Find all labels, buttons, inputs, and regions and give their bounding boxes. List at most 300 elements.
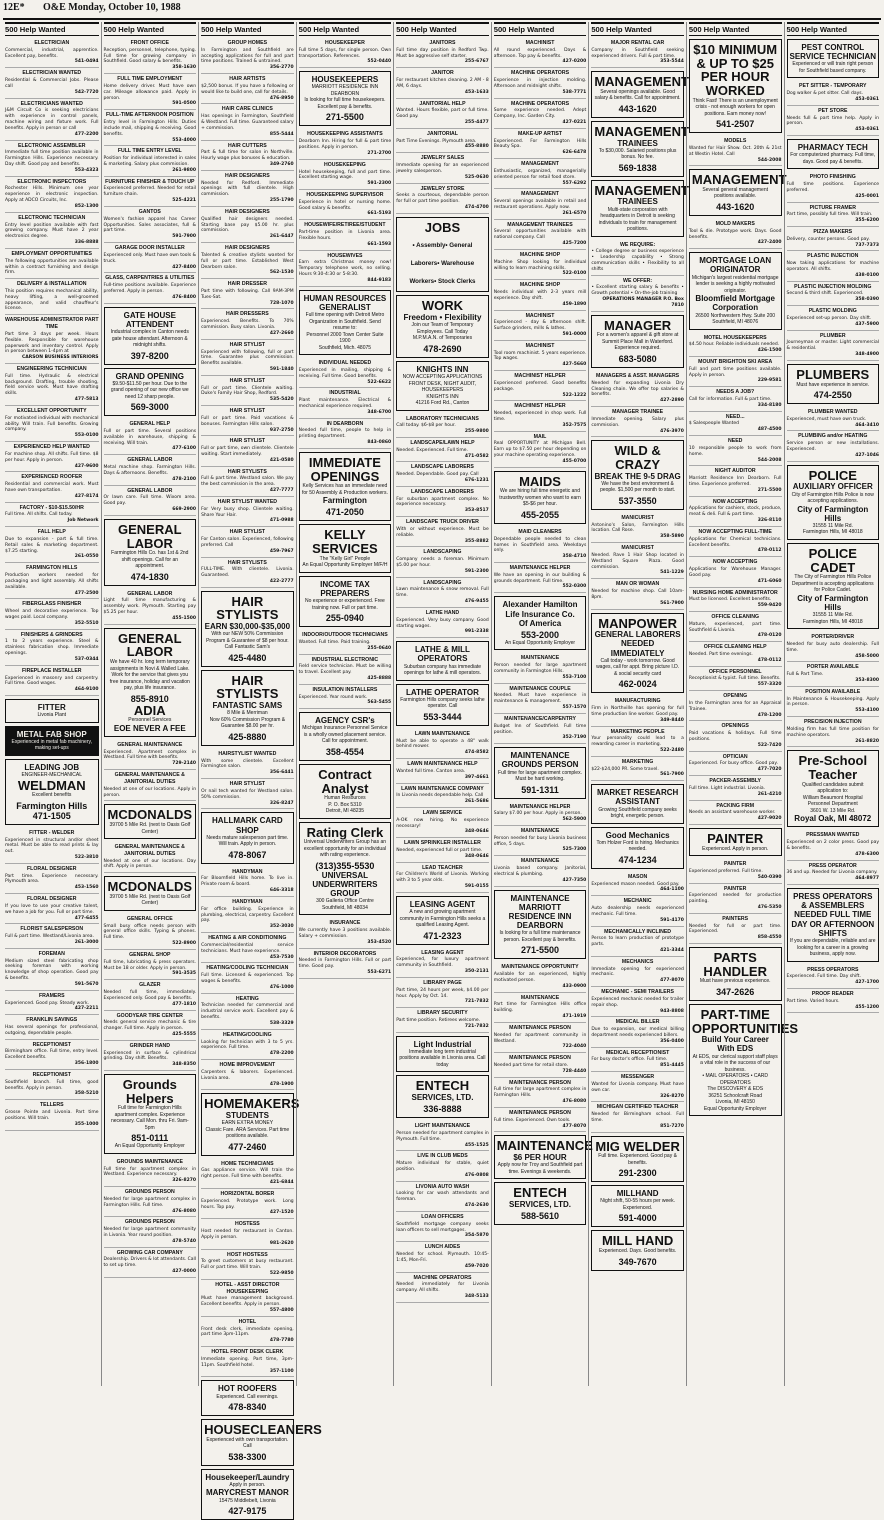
display-ad-line: Excellent benefits <box>32 792 72 799</box>
ad-title: HAIR STYLIST WANTED <box>217 499 278 505</box>
display-ad-line: Housekeeper/Laundry <box>205 1472 290 1482</box>
ad-body: Needed, experienced full or part time. <box>396 847 483 853</box>
ad-body: Experienced set-up person. Day shift. <box>786 315 872 321</box>
ad-phone: 421-0580 <box>269 457 294 463</box>
ad-phone: 557-4800 <box>269 1308 294 1314</box>
display-ad-line: • Stock Clerks <box>434 278 476 286</box>
display-ad-line: 462-0024 <box>618 679 657 690</box>
ad-phone: 561-7900 <box>660 772 684 778</box>
display-ad <box>5 759 99 825</box>
ad-body: Plant maintenance. Electrical & mechanical experience required. <box>298 398 392 409</box>
classified-ad <box>5 666 99 696</box>
display-ad-line: 3601 W. 13 Mile Rd. <box>810 807 856 814</box>
display-ad-line: DEARBORN <box>516 921 564 931</box>
ad-title: POSITION AVAILABLE <box>805 688 861 695</box>
classified-ad <box>494 311 587 341</box>
classified-ad <box>201 1060 294 1090</box>
display-ad-line: SERVICES, LTD. <box>411 1092 474 1102</box>
ad-phone: 433-0900 <box>562 983 587 989</box>
ad-phone: 358-0390 <box>855 297 880 303</box>
ad-phone: 348-6700 <box>367 409 392 415</box>
ad-title: MASON <box>627 873 648 880</box>
ad-body: Wheel and decorative experience. Top wages paid. Local company. <box>5 609 99 620</box>
ad-phone: 336-8888 <box>74 240 99 246</box>
ad-phone: 229-9581 <box>757 378 782 384</box>
ad-phone: 553-4000 <box>172 137 197 143</box>
ad-title: HOST HOSTESS <box>227 1251 268 1258</box>
display-ad-line: Freedom • Flexibility <box>403 313 482 323</box>
ad-phone: 261-6447 <box>269 234 294 240</box>
masthead <box>3 2 881 20</box>
ad-title: LAWN MAINTENANCE HELP <box>407 761 478 768</box>
display-ad-line: WILD & CRAZY <box>614 443 661 473</box>
ad-body: Full time. Licensed & experienced. Top wages & benefits. <box>201 973 294 984</box>
classified-ad <box>201 171 294 207</box>
classified-ad <box>494 371 587 401</box>
display-ad <box>201 1419 322 1466</box>
ad-body: FULL-TIME. With clientele. Livonia. Guaranteed. <box>201 567 294 579</box>
ad-phone: 476-1000 <box>269 984 294 990</box>
display-ad-line: Livonia, MI 48150 <box>715 1099 755 1106</box>
ad-body: Call for information. Full & part time. <box>688 396 772 402</box>
section-header: 500 Help Wanted <box>104 22 197 36</box>
ad-phone: 522-0100 <box>562 271 587 277</box>
display-ad-line: 349-7670 <box>618 1256 657 1267</box>
ad-body: This position requires mechanical ability, heavy lifting, a well-groomed appearance, and valid chauffeur's license. <box>5 288 99 312</box>
ad-phone: CARSON BUSINESS INTERIORS <box>21 355 99 361</box>
display-ad <box>396 896 489 945</box>
display-ad <box>201 1469 294 1520</box>
ad-title: PORTER/DRIVER <box>811 634 855 641</box>
ad-title: GLASS, CARPENTRIES & UTILITIES <box>105 275 195 282</box>
ad-title: GROUNDS PERSON <box>124 1189 175 1196</box>
ad-phone: 326-8270 <box>660 1093 684 1099</box>
ad-title: JEWELRY SALES <box>420 155 465 162</box>
display-ad <box>396 217 489 293</box>
classified-ad <box>591 872 684 896</box>
classified-ad <box>494 826 587 856</box>
display-ad-line: (313)355-5530 <box>315 860 375 871</box>
classified-ad <box>396 462 489 486</box>
ad-phone: 425-8888 <box>367 675 392 681</box>
ad-phone: 358-5210 <box>74 1091 99 1097</box>
classified-ad <box>201 867 294 897</box>
ad-body: Commercial/residential service technicians. Must have experience. <box>201 942 294 954</box>
ad-phone: 352-3030 <box>269 924 294 930</box>
classified-ad <box>787 203 880 227</box>
classified-ad <box>104 177 197 207</box>
classified-ad <box>396 978 489 1008</box>
classified-ad <box>201 1219 294 1249</box>
ad-title: MAINTENANCE PERSON <box>509 1109 571 1116</box>
ad-phone: 326-8270 <box>172 1178 197 1184</box>
display-ad-line: Night shift, 50-55 hours per week. Experienced. <box>600 1198 675 1211</box>
classified-ad <box>104 38 197 74</box>
display-ad-line: 26500 Northwestern Hwy. Suite 200 <box>695 312 776 319</box>
ad-phone: 464-8977 <box>855 876 880 882</box>
ad-body: Due to expansion, our medical billing department needs experienced billers. <box>591 1027 684 1038</box>
ad-body: Applications for cashiers, stock, produce, meat & deli. Full & part time. <box>688 506 782 518</box>
ad-title: LANDSCAPE LABORERS <box>411 488 474 495</box>
ad-title: EMPLOYMENT OPPORTUNITIES <box>11 250 92 257</box>
classified-ad <box>201 994 294 1030</box>
ad-phone: 559-9420 <box>757 603 782 609</box>
display-ad-line: MANAGEMENT <box>691 172 787 188</box>
classified-ad <box>689 497 782 527</box>
classified-ad <box>396 129 489 153</box>
ad-title: MAIL <box>533 433 547 440</box>
ad-body: Host needed for restaurant in Canton. Apply in person. <box>201 1229 294 1240</box>
classified-ad <box>5 472 99 502</box>
display-ad-line: Must have previous experience. <box>699 978 771 985</box>
display-ad <box>201 1380 294 1416</box>
ad-title: JANITORIAL HELP <box>419 100 466 107</box>
ad-body: Needed for large apartment community in Livonia. Year round position. <box>103 1227 197 1239</box>
display-ad-line: LEADING JOB <box>24 762 80 772</box>
display-ad <box>299 290 392 355</box>
ad-title: LIBRARY PAGE <box>423 979 462 986</box>
classified-ad <box>591 579 684 609</box>
ad-title: LOAN OFFICERS <box>421 1213 464 1220</box>
classified-ad <box>689 691 782 721</box>
classified-ad <box>201 558 294 588</box>
display-ad <box>201 591 294 667</box>
classified-ad <box>494 159 587 189</box>
ad-body: Experienced preferred. Good benefits package. <box>493 380 587 392</box>
ad-body: Full time positions. Experience preferred. <box>786 182 880 193</box>
ad-body: Full & part time. Westland salon. We pay the best commission in the area. <box>201 476 294 488</box>
ad-title: GROUP HOMES <box>227 40 268 46</box>
ad-title: JANITOR <box>431 70 454 77</box>
ad-body: Full time. Hydraulic & electrical background. Drafting, trouble shooting, field service work. Must have drafting skills. <box>5 373 99 397</box>
ad-phone: 553-7100 <box>562 674 587 680</box>
ad-phone: 427-1520 <box>269 1210 294 1216</box>
ad-title: INDUSTRIAL <box>329 390 361 397</box>
ad-body: In Livonia needs dependable help. Call <box>396 793 484 799</box>
display-ad <box>396 684 489 726</box>
display-ad-line: UNDERWRITERS <box>312 880 378 890</box>
ad-title: RECEPTIONIST <box>32 1041 71 1048</box>
display-ad-line: Equal Opportunity Employer <box>703 1105 767 1112</box>
display-ad <box>201 812 294 863</box>
classified-ad <box>494 1078 587 1108</box>
display-ad-line: Bloomfield Mortgage <box>695 294 775 304</box>
display-ad <box>689 828 782 856</box>
ad-body: Experience in hotel or nursing home. Good salary & benefits. <box>298 199 392 211</box>
ad-body: Full time. All shifts. Call today. <box>5 512 73 518</box>
classified-ad <box>104 243 197 273</box>
ad-phone: 459-7967 <box>269 548 294 554</box>
classified-ad <box>591 240 684 276</box>
ad-phone: 722-4040 <box>562 1044 587 1050</box>
classified-ad <box>5 864 99 894</box>
display-ad <box>5 699 99 723</box>
ad-title: MESSENGER <box>621 1074 655 1081</box>
classified-ad <box>5 68 99 98</box>
ad-title: OFFICE CLEANING <box>711 613 759 620</box>
display-ad-line: 36251 Schoolcraft Road <box>708 1092 763 1099</box>
ad-phone: 348-0646 <box>464 853 489 859</box>
ad-title: PIZZA MAKERS <box>813 229 853 235</box>
classified-ad <box>104 770 197 801</box>
ad-phone: 353-5544 <box>660 59 684 65</box>
classified-ad <box>299 358 392 388</box>
ad-title: HOME IMPROVEMENT <box>219 1062 276 1069</box>
display-ad-line: 271-5500 <box>325 112 364 123</box>
ad-phone: 591-0000 <box>562 331 587 337</box>
display-ad-line: 336-8888 <box>423 1104 462 1115</box>
ad-body: Person needed for busy Livonia business office, 5 days. <box>493 835 587 847</box>
ad-body: Home delivery driver. Must have own car. Mileage allowance paid. Apply in person. <box>103 83 197 101</box>
display-ad-line: SERVICES, LTD. <box>509 1199 571 1209</box>
display-ad <box>591 71 689 118</box>
ad-phone: 427-1046 <box>855 452 880 458</box>
display-ad <box>396 295 489 357</box>
ad-body: Must be licensed. Excellent benefits. <box>688 597 772 603</box>
ad-body: Wanted full time. Canton area. <box>396 768 466 774</box>
section-header: 500 Help Wanted <box>299 22 392 36</box>
display-ad-line: 15475 Middlebelt, Livonia <box>219 1497 276 1504</box>
ad-phone: 326-8247 <box>269 800 294 806</box>
ad-body: Paid vacations & holidays. Full time positions. <box>688 731 782 742</box>
ad-title: EXPERIENCED HELP WANTED <box>13 444 90 451</box>
classified-ad <box>201 1347 294 1377</box>
classified-ad <box>494 250 587 280</box>
ad-title: MECHANIC - SEMI TRAILERS <box>601 989 674 996</box>
ad-body: Experienced in surface & cylindrical grinding. Day shift. Benefits. <box>103 1050 197 1062</box>
ad-body: Entry level position available with fast growing company. Must have 2 year electronics degree. <box>5 222 99 240</box>
display-ad-line: GRAND OPENING <box>115 371 185 381</box>
classified-ad <box>787 989 880 1013</box>
display-ad <box>494 747 587 798</box>
display-ad-line: KELLY <box>324 527 366 543</box>
ad-body: Earn extra Christmas money now! Temporary telephone work, no selling. Hours 9:30-4:30 or 5-8:30. <box>298 260 392 278</box>
display-ad-line: ENGINEER-MECHANICAL <box>21 772 83 779</box>
display-ad-line: Full time for large apartment complex. Must be hard working. <box>498 769 582 783</box>
classified-ad <box>201 376 294 406</box>
ad-title: MAINTENANCE COUPLE <box>509 685 571 692</box>
display-ad <box>787 750 880 827</box>
ad-title: LUNCH AIDES <box>424 1244 461 1251</box>
ad-title: PLUMBER WANTED <box>807 409 858 416</box>
ad-body: Auto dealership needs experienced mechanic. Full time. <box>591 905 684 917</box>
ad-phone: 478-1900 <box>269 1081 294 1087</box>
classified-ad <box>5 315 99 364</box>
ad-title: MAKE-UP ARTIST <box>517 130 563 137</box>
ad-phone: 646-3318 <box>269 888 294 894</box>
ad-phone: 591-4170 <box>660 917 684 923</box>
ad-body: Needed immediately for Livonia company. All shifts. <box>396 1282 489 1294</box>
classified-ad <box>104 589 197 625</box>
ad-title: MACHINE SHOP <box>519 282 561 289</box>
ad-title: NOW ACCEPTING FULL-TIME <box>698 528 772 535</box>
display-ad <box>396 641 489 680</box>
ad-body: Looking for technician with 3 to 5 yrs. experience. Full time. <box>201 1039 294 1051</box>
ad-title: WE OFFER: <box>623 277 653 284</box>
ad-body: Southfield mortgage company seeks loan officers to sell mortgages. <box>396 1221 489 1233</box>
ad-body: Full and part time positions available. Apply in person. <box>688 366 782 378</box>
ad-body: Full time, lubricating & press operators. Must be 18 or older. Apply in person. <box>103 959 197 971</box>
classified-ad <box>494 962 587 992</box>
classified-ad <box>396 414 489 438</box>
display-ad-line: 569-1838 <box>618 162 657 173</box>
ad-body: Or lawn care. Full time. Wixom area. Good pay. <box>103 495 197 507</box>
display-ad-line: 855-8910 <box>130 693 169 704</box>
display-ad-line: Experienced in metal fab machinery, making set-ups <box>11 738 93 752</box>
ad-phone: 553-4100 <box>855 708 880 714</box>
section-header: 500 Help Wanted <box>494 22 587 36</box>
ad-phone: 476-8950 <box>269 95 294 101</box>
display-ad <box>201 670 294 746</box>
ad-body: Full time. Light industrial. Livonia. <box>688 785 766 791</box>
ad-body: J&M Circuit Co is seeking electricians with experience in control panels, machine wiring and fixture work. Full benefits. Apply in person or call <box>5 108 99 131</box>
ad-phone: 851-7270 <box>660 1123 684 1129</box>
ad-title: MAINTENANCE HELPER <box>509 565 571 572</box>
display-ad-line: METAL FAB SHOP <box>16 729 87 739</box>
display-ad-line: Full time for Farmington Hills apartment complex. Experience necessary. Call Mon. thru Fri. 9am-5pm <box>110 1105 189 1131</box>
ad-title: HOTEL - ASST DIRECTOR HOUSEKEEPING <box>215 1281 280 1295</box>
ad-body: Needed. Must have experience in maintenance & management. <box>493 693 587 705</box>
classified-ad <box>689 466 782 496</box>
display-ad-line: MANPOWER <box>598 615 677 631</box>
ad-body: Needed full time, people to help in printing department. <box>298 428 392 440</box>
display-ad-line: MARRIOTT RESIDENCE INN <box>508 902 572 921</box>
ad-title: MACHINIST <box>525 40 555 46</box>
display-ad-line: GENERAL LABOR <box>118 630 182 660</box>
display-ad-line: Apply now for Troy and Southfield part time. Evenings & weekends. <box>497 1162 583 1175</box>
ad-title: PRESS OPERATORS <box>807 966 859 973</box>
ad-phone: 478-5740 <box>172 1238 197 1244</box>
classified-ad <box>201 1189 294 1219</box>
classified-ad <box>689 859 782 883</box>
ad-body: Residential & Commercial Jobs. Please call <box>5 78 99 89</box>
classified-ad <box>494 220 587 250</box>
classified-ad <box>104 842 197 873</box>
display-ad <box>104 1074 197 1154</box>
ad-phone: 453-1560 <box>74 885 99 891</box>
display-ad-line: STUDENTS <box>225 1111 269 1121</box>
display-ad-line: If you are dependable, reliable and are looking for a career in a growing business, apply now. <box>789 938 876 957</box>
display-ad-line: A new and growing apartment community in Farmington Hills seeks a qualified Leasing Agent. <box>399 909 486 929</box>
ad-body: Company needs a foreman. Minimum $5.00 per hour. <box>396 557 489 568</box>
ad-phone: 334-8180 <box>757 402 782 408</box>
ad-body: For motivated individual with mechanical ability. Will train. Full benefits. Growing company. <box>5 415 99 433</box>
ad-phone: 474-8582 <box>464 750 489 756</box>
ad-phone: 455-8880 <box>464 144 489 150</box>
display-ad-line: 541-2507 <box>716 119 755 130</box>
ad-phone: 352-5510 <box>74 620 99 626</box>
classified-ad <box>494 129 587 159</box>
display-ad-line: For computerized pharmacy. Full time, days. Good pay & benefits. <box>790 152 876 165</box>
ad-body: Receptionist & typist. Full time. Benefits. <box>688 676 781 682</box>
ad-phone: 478-0112 <box>757 657 782 663</box>
classified-ad <box>104 1157 197 1187</box>
ad-title: HAIR ARTISTS <box>229 76 266 83</box>
display-ad-line: Royal Oak, MI 48072 <box>794 814 872 824</box>
ad-phone: 261-9800 <box>172 167 197 173</box>
ad-title: GROUNDS PERSON <box>124 1219 175 1226</box>
ad-title: LAWN MAINTENANCE COMPANY <box>401 785 484 792</box>
ad-body: Now taking applications for machine operators. All shifts. <box>786 261 880 273</box>
ad-body: For Bloomfield Hills home. To live in. Private room & board. <box>201 876 294 888</box>
ad-phone: 471-1919 <box>562 1014 587 1020</box>
classified-ad <box>5 503 99 527</box>
ad-title: MEDICAL RECEPTIONIST <box>605 1049 670 1056</box>
display-ad-line: Light Industrial <box>413 1039 472 1049</box>
ad-body: Needed at one of our locations. Apply in person. <box>103 786 197 798</box>
ad-title: PAINTERS <box>722 915 749 922</box>
display-ad-line: Human Resources <box>324 795 366 802</box>
classified-ad <box>494 684 587 714</box>
display-ad-line: GENERALIST <box>319 302 371 312</box>
display-ad-line: HOUSEKEEPERS <box>311 75 379 85</box>
ad-phone: 261-3000 <box>74 940 99 946</box>
ad-phone: 553-6271 <box>367 970 392 976</box>
display-ad-line: LATHE OPERATOR <box>406 687 479 697</box>
ad-body: We currently have 3 positions available. Salary + commission. <box>298 928 392 939</box>
ad-title: GROWING CAR COMPANY <box>116 1249 183 1256</box>
ad-body: Needed for machine shop. Call 10am-8pm. <box>591 589 684 600</box>
ad-phone: 981-2620 <box>269 1240 294 1246</box>
ad-phone: 358-4710 <box>562 554 587 560</box>
classified-ad <box>787 662 880 686</box>
display-ad-line: 358-4554 <box>325 746 364 757</box>
ad-body: Full time for large apartment complex in Farmington Hills. <box>493 1087 587 1099</box>
display-ad-line: KNIGHTS INN <box>426 393 459 400</box>
ad-body: Experienced. Benefits. To 70% commission. Busy salon. Livonia. <box>201 319 294 331</box>
display-ad-line: Join our Team of Temporary Employees. Call Today <box>411 322 474 335</box>
ad-body: Company in Southfield seeking experienced drivers. Full & part time. <box>591 47 684 59</box>
ad-title: PICTURE FRAMER <box>809 204 856 211</box>
display-ad-line: SHIFTS <box>818 928 847 938</box>
ad-phone: 427-1700 <box>855 980 880 986</box>
ad-title: INDUSTRIAL ELECTRONIC <box>311 656 379 663</box>
ad-body: For Canton salon. Experienced, following preferred. Call <box>201 537 294 548</box>
display-ad-line: 271-5500 <box>520 945 560 956</box>
display-ad-line: MARYCREST MANOR <box>205 1488 289 1498</box>
ad-phone: 591-5670 <box>74 982 99 988</box>
ad-title: PORTER AVAILABLE <box>806 664 859 671</box>
classified-ad <box>396 1151 489 1181</box>
display-ad <box>494 596 587 650</box>
display-ad-line: LATHE & MILL <box>414 645 470 655</box>
classified-ad <box>396 487 489 517</box>
section-header: 500 Help Wanted <box>787 22 880 36</box>
ad-title: HOTEL <box>238 1318 257 1325</box>
ad-phone: 459-1890 <box>562 301 587 307</box>
display-ad-line: Experienced. Call evenings. <box>216 1393 279 1400</box>
classified-ad <box>787 331 880 361</box>
ad-title: MANAGER TRAINEE <box>612 409 664 416</box>
ad-title: NOW ACCEPTING <box>712 498 758 505</box>
ad-phone: 540-0390 <box>757 874 782 880</box>
ad-phone: 458-5000 <box>855 653 880 659</box>
classified-ad <box>5 442 99 472</box>
ad-title: GENERAL MAINTENANCE & JANITORIAL DUTIES <box>114 844 185 857</box>
ad-title: LANDSCAPING <box>423 549 462 556</box>
display-ad-line: 425-4480 <box>228 652 267 663</box>
ad-title: PLASTIC MOLDING <box>808 308 857 315</box>
ad-title: MANICURIST <box>621 514 654 521</box>
ad-body: Needed. Rave 1 Hair Shop located in Westland Square Plaza. Good commission. <box>591 552 684 570</box>
display-ad-line: P. O. Box 5310 <box>328 801 362 808</box>
ad-title: MECHANICALLY INCLINED <box>604 928 672 935</box>
ad-body: All round experienced. Days & afternoon. Top pay & benefits. <box>493 47 587 59</box>
ad-title: ELECTRONIC ASSEMBLER <box>17 142 86 149</box>
ad-body: Must have management background. Excellent benefits. Apply in person. <box>201 1296 294 1308</box>
display-ad <box>591 180 689 237</box>
ad-title: GOODYEAR TIRE CENTER <box>116 1012 183 1019</box>
